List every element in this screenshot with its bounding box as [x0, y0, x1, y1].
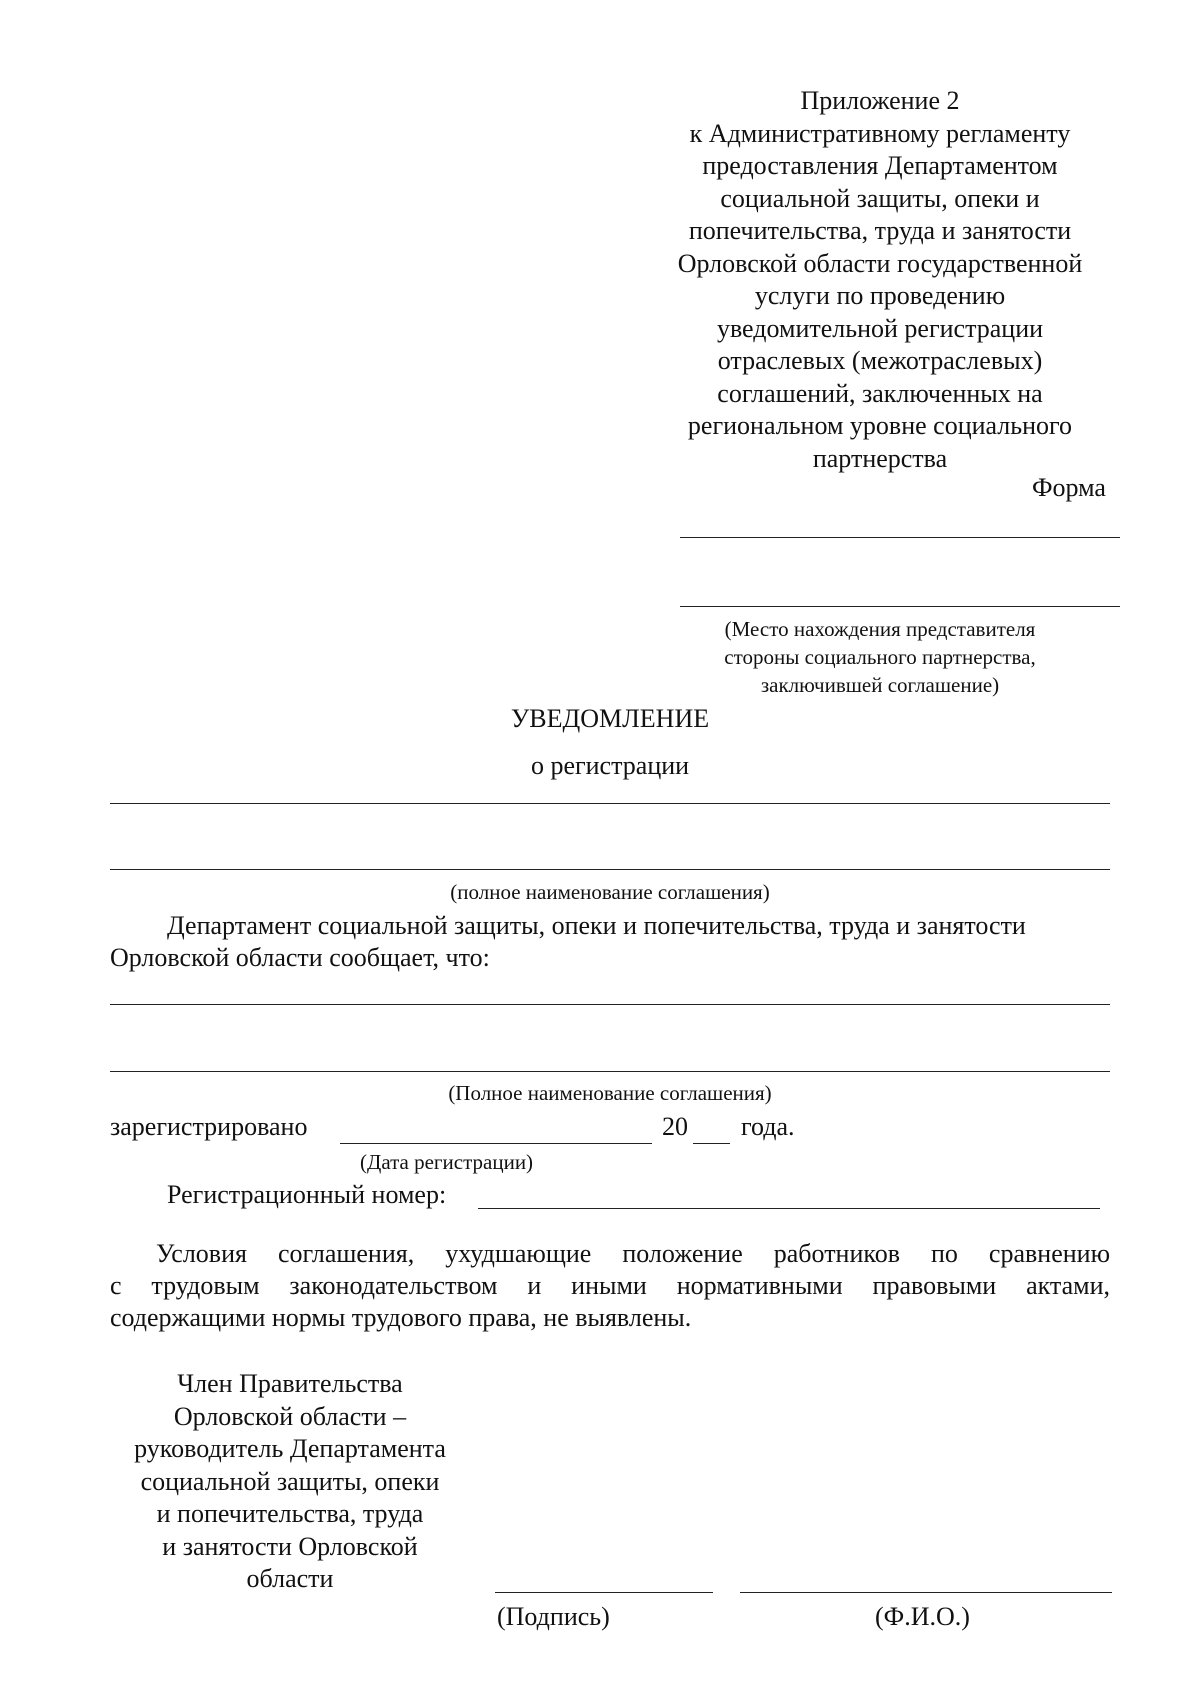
- appendix-line: предоставления Департаментом: [702, 151, 1058, 180]
- conditions-paragraph: [110, 1238, 1110, 1334]
- agreement-name-caption: (полное наименование соглашения): [450, 880, 770, 904]
- registered-label: зарегистрировано: [110, 1112, 308, 1141]
- signer-line: Член Правительства: [177, 1369, 403, 1398]
- reg-number-label: Регистрационный номер:: [167, 1180, 447, 1209]
- body-paragraph-line2: Орловской области сообщает, что:: [110, 943, 490, 972]
- address-caption-line: стороны социального партнерства,: [724, 645, 1036, 669]
- agreement-name-line-4[interactable]: [110, 1071, 1110, 1072]
- signer-line: и занятости Орловской: [162, 1531, 418, 1561]
- agreement-name-line-1[interactable]: [110, 803, 1110, 804]
- notice-title: УВЕДОМЛЕНИЕ: [510, 704, 710, 733]
- notice-subtitle: о регистрации: [530, 751, 690, 780]
- signer-title: [110, 1368, 470, 1596]
- address-caption: [680, 615, 1080, 699]
- signer-line: социальной защиты, опеки: [140, 1466, 440, 1496]
- appendix-line: партнерства: [812, 443, 948, 473]
- conditions-line: с трудовым законодательством и иными нормативными правовыми актами,: [110, 1271, 1110, 1300]
- appendix-line: Приложение 2: [800, 86, 960, 115]
- signer-line: Орловской области –: [173, 1401, 407, 1431]
- signer-line: области: [246, 1564, 334, 1593]
- agreement-name-line-3[interactable]: [110, 1004, 1110, 1005]
- full-name-caption: (Ф.И.О.): [875, 1602, 970, 1631]
- full-name-field[interactable]: [740, 1592, 1112, 1593]
- year-prefix: 20: [662, 1112, 688, 1141]
- appendix-line: региональном уровне социального: [687, 411, 1073, 440]
- address-blank-line-1[interactable]: [680, 537, 1120, 538]
- form-label: Форма: [1032, 473, 1106, 502]
- agreement-name-caption-2: (Полное наименование соглашения): [448, 1081, 772, 1105]
- appendix-line: попечительства, труда и занятости: [688, 216, 1072, 245]
- address-caption-line: (Место нахождения представителя: [724, 617, 1036, 641]
- agreement-name-line-2[interactable]: [110, 869, 1110, 870]
- appendix-header: [630, 85, 1130, 475]
- year-suffix-field[interactable]: [693, 1143, 730, 1144]
- signature-field[interactable]: [495, 1592, 713, 1593]
- address-blank-line-2[interactable]: [680, 606, 1120, 607]
- appendix-line: социальной защиты, опеки и: [720, 183, 1040, 213]
- appendix-line: отраслевых (межотраслевых): [717, 346, 1043, 375]
- signer-line: руководитель Департамента: [134, 1434, 446, 1463]
- conditions-line: Условия соглашения, ухудшающие положение работников по сравнению: [156, 1239, 1110, 1268]
- appendix-line: Орловской области государственной: [677, 248, 1083, 278]
- date-caption: (Дата регистрации): [360, 1150, 534, 1174]
- appendix-line: уведомительной регистрации: [716, 313, 1044, 343]
- appendix-line: к Административному регламенту: [689, 118, 1071, 148]
- appendix-line: услуги по проведению: [754, 281, 1006, 310]
- address-caption-line: заключившей соглашение): [760, 673, 1000, 697]
- signature-caption: (Подпись): [497, 1602, 610, 1631]
- reg-number-field[interactable]: [478, 1208, 1100, 1209]
- conditions-line: содержащими нормы трудового права, не выявлены.: [110, 1303, 692, 1332]
- year-suffix-label: года.: [741, 1112, 795, 1141]
- registration-date-field[interactable]: [340, 1143, 652, 1144]
- appendix-line: соглашений, заключенных на: [717, 378, 1043, 408]
- signer-line: и попечительства, труда: [156, 1499, 424, 1528]
- body-paragraph-line1: Департамент социальной защиты, опеки и попечительства, труда и занятости: [167, 911, 1026, 940]
